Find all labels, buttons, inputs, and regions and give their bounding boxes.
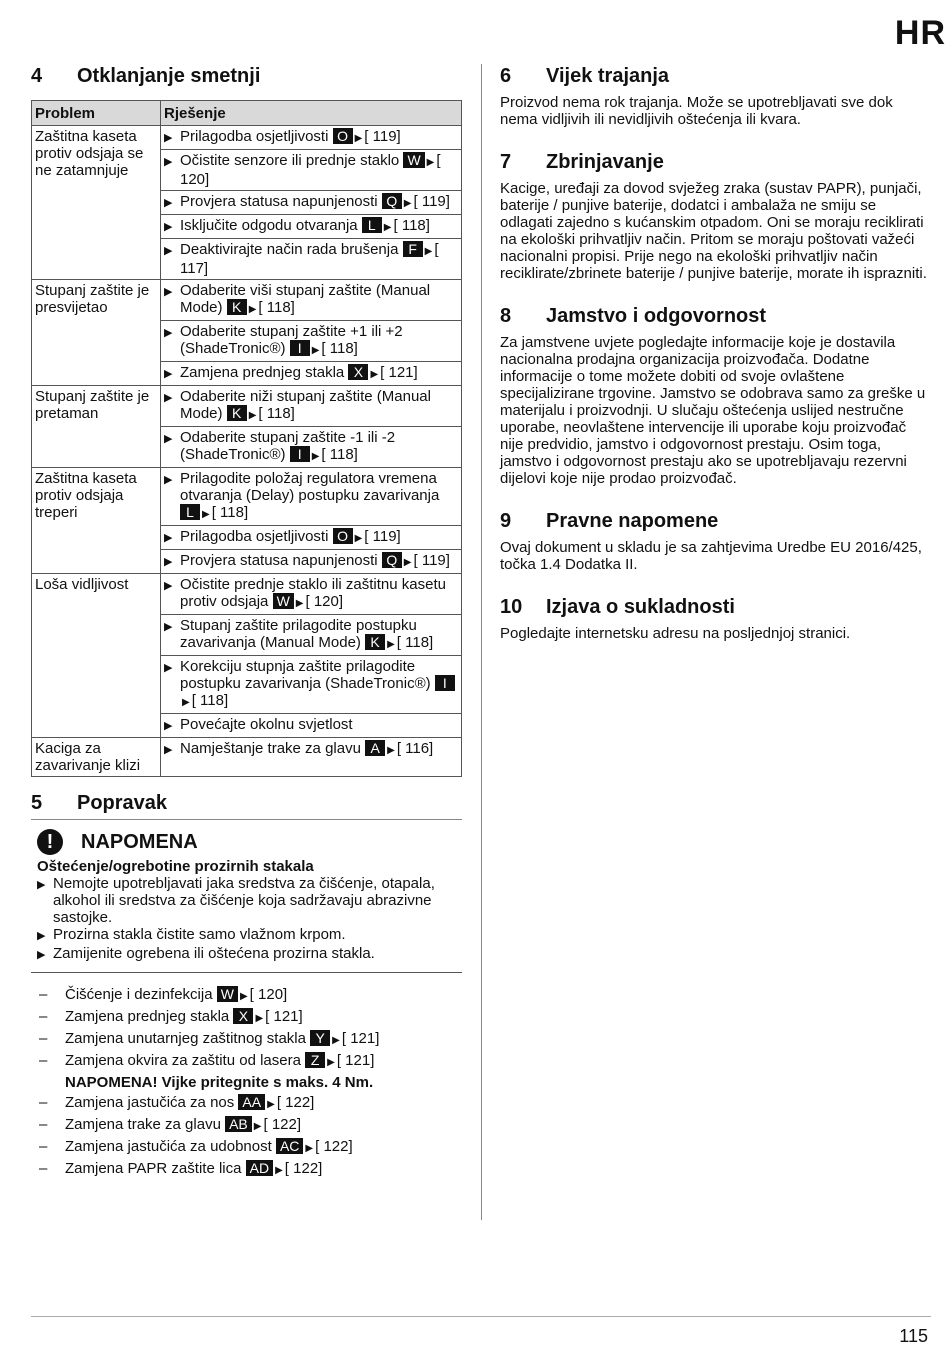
reference-tag: X	[348, 364, 368, 380]
section-body: Pogledajte internetsku adresu na posljednjoj stranici.	[500, 625, 851, 642]
section-number: 6	[500, 64, 512, 87]
repair-item	[31, 1007, 462, 1029]
arrow-right-icon: ▶	[275, 1165, 283, 1176]
reference-tag: I	[290, 446, 310, 462]
page-reference: [ 121]	[265, 1008, 303, 1025]
column-header-problem: Problem	[32, 101, 161, 126]
page-reference: [ 121]	[336, 1052, 375, 1069]
bullet-triangle-icon: ▶	[164, 744, 173, 756]
section-heading	[500, 300, 932, 332]
page-reference: [ 118]	[321, 446, 358, 463]
bullet-triangle-icon: ▶	[164, 368, 173, 380]
solution-cell	[161, 239, 462, 280]
arrow-right-icon: ▶	[387, 639, 395, 650]
solution-text: Odaberite stupanj zaštite -1 ili -2 (ShadeTronic®)	[180, 429, 396, 463]
section-5-heading	[31, 787, 462, 820]
repair-item	[31, 1093, 462, 1115]
solution-text: Prilagodba osjetljivosti	[180, 528, 329, 545]
page-reference: [ 121]	[380, 364, 418, 381]
section-heading	[500, 60, 932, 92]
solution-item	[164, 241, 458, 277]
solution-item	[164, 740, 458, 759]
solution-text-wrap	[180, 528, 401, 547]
page-reference: [ 117]	[180, 241, 439, 277]
reference-tag: L	[180, 504, 200, 520]
table-row	[32, 574, 462, 615]
table-row	[32, 738, 462, 777]
notice-bullet-text: Nemojte upotrebljavati jaka sredstva za čišćenje, otapala, alkohol ili sredstva za čišćenje koja sadržavaju abrazivne sastojke.	[53, 875, 435, 926]
arrow-right-icon: ▶	[403, 198, 412, 209]
solution-text: Povećajte okolnu svjetlost	[180, 716, 353, 733]
dash-marker: –	[39, 1030, 48, 1047]
solution-cell	[161, 215, 462, 239]
reference-tag: Y	[310, 1030, 330, 1046]
solution-item	[164, 193, 458, 212]
warning-icon: !	[37, 829, 63, 855]
solution-cell	[161, 191, 462, 215]
repair-item	[31, 1159, 462, 1181]
reference-tag: O	[333, 528, 353, 544]
problem-cell: Kaciga za zavarivanje klizi	[32, 738, 161, 777]
section-number: 8	[500, 304, 512, 327]
page-reference: [ 122]	[276, 1094, 315, 1111]
solution-text: Očistite prednje staklo ili zaštitnu kasetu protiv odsjaja	[180, 576, 446, 610]
bullet-triangle-icon: ▶	[164, 156, 173, 168]
solution-item	[164, 152, 458, 188]
solution-text-wrap	[180, 323, 458, 359]
repair-item-body	[65, 1115, 301, 1137]
arrow-right-icon: ▶	[426, 157, 435, 168]
page-reference: [ 118]	[393, 217, 430, 234]
reference-tag: L	[362, 217, 382, 233]
solution-text: Odaberite viši stupanj zaštite (Manual Mode)	[180, 282, 431, 316]
notice-bullet	[37, 926, 462, 945]
arrow-right-icon: ▶	[305, 1143, 314, 1154]
bullet-triangle-icon: ▶	[164, 532, 173, 544]
bullet-triangle-icon: ▶	[164, 197, 173, 209]
solution-cell	[161, 574, 462, 615]
solution-text-wrap	[180, 552, 450, 571]
section-body: Proizvod nema rok trajanja. Može se upotrebljavati sve dok nema vidljivih ili nevidljivih oštećenja ili kvara.	[500, 94, 893, 128]
section-title: Zbrinjavanje	[546, 150, 664, 173]
bullet-triangle-icon: ▶	[164, 621, 173, 633]
footer-divider	[31, 1316, 931, 1317]
solution-item	[164, 552, 458, 571]
reference-tag: Q	[382, 193, 402, 209]
repair-item-body	[65, 1159, 322, 1181]
solution-cell	[161, 126, 462, 150]
solution-cell	[161, 468, 462, 526]
section-7	[500, 146, 932, 282]
solution-item	[164, 128, 458, 147]
arrow-right-icon: ▶	[202, 509, 210, 520]
section-heading	[500, 505, 932, 537]
arrow-right-icon: ▶	[253, 1121, 262, 1132]
solution-text: Stupanj zaštite prilagodite postupku zavarivanja (Manual Mode)	[180, 617, 417, 651]
reference-tag: Q	[382, 552, 402, 568]
arrow-right-icon: ▶	[354, 533, 363, 544]
section-6	[500, 60, 932, 128]
page-reference: [ 122]	[315, 1138, 353, 1155]
solution-text-wrap	[180, 470, 458, 523]
problem-cell: Stupanj zaštite je presvijetao	[32, 280, 161, 386]
page-reference: [ 118]	[258, 299, 295, 316]
arrow-right-icon: ▶	[248, 410, 257, 421]
bullet-triangle-icon: ▶	[164, 286, 173, 298]
table-row	[32, 280, 462, 321]
reference-tag: AC	[276, 1138, 303, 1154]
arrow-right-icon: ▶	[403, 557, 412, 568]
reference-tag: Z	[305, 1052, 325, 1068]
arrow-right-icon: ▶	[354, 133, 363, 144]
section-title: Popravak	[77, 791, 168, 814]
solution-text: Namještanje trake za glavu	[180, 740, 361, 757]
repair-item-body	[65, 1137, 353, 1159]
repair-text: Čišćenje i dezinfekcija	[65, 986, 213, 1003]
solution-cell	[161, 526, 462, 550]
reference-tag: W	[273, 593, 294, 609]
solution-text: Odaberite niži stupanj zaštite (Manual Mode)	[180, 388, 431, 422]
solution-text-wrap	[180, 617, 458, 653]
language-code: HR	[894, 14, 946, 52]
repair-item-body	[65, 1029, 379, 1051]
solution-item	[164, 282, 458, 318]
bullet-triangle-icon: ▶	[164, 392, 173, 404]
solution-item	[164, 217, 458, 236]
arrow-right-icon: ▶	[370, 369, 379, 380]
repair-item	[31, 1029, 462, 1051]
reference-tag: W	[217, 986, 238, 1002]
page-reference: [ 118]	[321, 340, 358, 357]
arrow-right-icon: ▶	[248, 304, 257, 315]
solution-text: Prilagodite položaj regulatora vremena otvaranja (Delay) postupku zavarivanja	[180, 470, 440, 504]
solution-text: Isključite odgodu otvaranja	[180, 217, 358, 234]
notice-bullet	[37, 945, 462, 964]
dash-marker: –	[39, 1160, 48, 1177]
notice-divider	[31, 972, 462, 973]
solution-text-wrap	[180, 364, 418, 383]
arrow-right-icon: ▶	[383, 222, 392, 233]
solution-text: Provjera statusa napunjenosti	[180, 552, 378, 569]
reference-tag: F	[403, 241, 423, 257]
section-title: Jamstvo i odgovornost	[546, 304, 767, 327]
section-body: Za jamstvene uvjete pogledajte informacije koje je dostavila nacionalna prodajna organizacija proizvođača. Dodatne informacije o tome možete dobiti od svoje ovlaštene specijalizirane trgovine. Jamstvo se odobrava samo za greške u materijalu i proizvodnji. U slučaju oštećenja uslijed nestručne uporabe, neovlaštene intervencije ili uporabe koju proizvođač nije predvidio, jamstvo i odgovornost prestaju. Osim toga, jamstvo i odgovornost prestaju ako se upotrebljavaju rezervni dijelovi koje nije prodao proizvođač.	[500, 334, 926, 487]
repair-item	[31, 1051, 462, 1093]
solution-item	[164, 364, 458, 383]
solution-item	[164, 617, 458, 653]
notice-bullet-text: Prozirna stakla čistite samo vlažnom krpom.	[53, 926, 346, 943]
dash-marker: –	[39, 1094, 48, 1111]
repair-item	[31, 1137, 462, 1159]
repair-text: Zamjena prednjeg stakla	[65, 1008, 230, 1025]
left-column	[31, 60, 462, 1181]
page-reference: [ 119]	[364, 528, 401, 545]
solution-cell	[161, 714, 462, 738]
repair-item-body	[65, 1051, 374, 1093]
solution-text: Prilagodba osjetljivosti	[180, 128, 329, 145]
right-column	[500, 60, 932, 660]
column-header-solution: Rješenje	[161, 101, 462, 126]
section-heading	[500, 591, 932, 623]
notice-header	[37, 828, 462, 856]
arrow-right-icon: ▶	[311, 345, 320, 356]
bullet-triangle-icon: ▶	[164, 221, 173, 233]
bullet-triangle-icon: ▶	[37, 930, 46, 942]
bullet-triangle-icon: ▶	[164, 720, 173, 732]
page-reference: [ 120]	[180, 152, 441, 188]
problem-cell: Zaštitna kaseta protiv odsjaja treperi	[32, 468, 161, 574]
section-title: Izjava o sukladnosti	[546, 595, 735, 618]
page-reference: [ 121]	[341, 1030, 380, 1047]
solution-text-wrap	[180, 217, 430, 236]
repair-text: Zamjena okvira za zaštitu od lasera	[65, 1052, 301, 1069]
repair-item	[31, 1115, 462, 1137]
section-body: Kacige, uređaji za dovod svježeg zraka (sustav PAPR), punjači, baterije / punjive baterije, dodatci i ambalaža ne smiju se odlagati zajedno s kućanskim otpadom. Oni se moraju reciklirati na ekološki prihvatljiv način. Pritom se moraju poštovati važeći nacionalni propisi. Prije nego na ekološki prihvatljiv način reciklirate/zbrinete baterije / punjive baterije, morate ih isprazniti.	[500, 180, 927, 282]
reference-tag: AB	[225, 1116, 252, 1132]
bullet-triangle-icon: ▶	[164, 132, 173, 144]
solution-cell	[161, 656, 462, 714]
arrow-right-icon: ▶	[311, 451, 320, 462]
section-8	[500, 300, 932, 487]
solution-item	[164, 658, 458, 711]
notice-box	[31, 828, 462, 964]
section-title: Vijek trajanja	[546, 64, 670, 87]
page-reference: [ 122]	[263, 1116, 302, 1133]
bullet-triangle-icon: ▶	[164, 556, 173, 568]
bullet-triangle-icon: ▶	[164, 580, 173, 592]
solution-text: Odaberite stupanj zaštite +1 ili +2 (ShadeTronic®)	[180, 323, 403, 357]
notice-bullet	[37, 875, 462, 926]
section-heading	[500, 146, 932, 178]
solution-cell	[161, 362, 462, 386]
reference-tag: AA	[238, 1094, 265, 1110]
repair-item-body	[65, 985, 287, 1007]
section-10	[500, 591, 932, 642]
repair-text: Zamjena trake za glavu	[65, 1116, 221, 1133]
repair-note: NAPOMENA! Vijke pritegnite s maks. 4 Nm.	[65, 1074, 374, 1091]
table-row	[32, 126, 462, 150]
dash-marker: –	[39, 1116, 48, 1133]
solution-text-wrap	[180, 429, 458, 465]
repair-text: Zamjena jastučića za udobnost	[65, 1138, 272, 1155]
solution-item	[164, 323, 458, 359]
problem-cell: Zaštitna kaseta protiv odsjaja se ne zatamnjuje	[32, 126, 161, 280]
troubleshooting-table	[31, 100, 462, 777]
section-number: 9	[500, 509, 512, 532]
solution-item	[164, 716, 458, 735]
table-row	[32, 468, 462, 526]
solution-text-wrap	[180, 388, 458, 424]
page-reference: [ 118]	[211, 504, 249, 521]
bullet-triangle-icon: ▶	[164, 433, 173, 445]
dash-marker: –	[39, 986, 48, 1003]
page-reference: [ 119]	[364, 128, 401, 145]
solution-item	[164, 528, 458, 547]
arrow-right-icon: ▶	[295, 598, 304, 609]
solution-text-wrap	[180, 282, 458, 318]
solution-cell	[161, 150, 462, 191]
page-reference: [ 122]	[284, 1160, 323, 1177]
reference-tag: K	[227, 299, 247, 315]
section-number: 5	[31, 791, 43, 814]
solution-cell	[161, 386, 462, 427]
reference-tag: X	[233, 1008, 253, 1024]
reference-tag: I	[290, 340, 310, 356]
solution-text-wrap	[180, 241, 458, 277]
solution-text: Deaktivirajte način rada brušenja	[180, 241, 399, 258]
solution-text-wrap	[180, 193, 450, 212]
dash-marker: –	[39, 1052, 48, 1069]
arrow-right-icon: ▶	[255, 1013, 264, 1024]
bullet-triangle-icon: ▶	[37, 879, 46, 891]
arrow-right-icon: ▶	[332, 1035, 340, 1046]
repair-list	[31, 985, 462, 1181]
table-row	[32, 386, 462, 427]
page-reference: [ 120]	[305, 593, 344, 610]
column-divider	[481, 64, 482, 1220]
reference-tag: K	[227, 405, 247, 421]
solution-text: Korekciju stupnja zaštite prilagodite postupku zavarivanja (ShadeTronic®)	[180, 658, 431, 692]
solution-text-wrap	[180, 740, 433, 759]
reference-tag: W	[403, 152, 424, 168]
arrow-right-icon: ▶	[327, 1057, 335, 1068]
reference-tag: AD	[246, 1160, 273, 1176]
page-reference: [ 118]	[191, 692, 229, 709]
notice-bullet-text: Zamijenite ogrebena ili oštećena prozirna stakla.	[53, 945, 375, 962]
bullet-triangle-icon: ▶	[37, 949, 46, 961]
table-header-row	[32, 101, 462, 126]
notice-subtitle: Oštećenje/ogrebotine prozirnih stakala	[37, 858, 314, 875]
page-reference: [ 120]	[249, 986, 288, 1003]
dash-marker: –	[39, 1008, 48, 1025]
bullet-triangle-icon: ▶	[164, 327, 173, 339]
solution-text: Očistite senzore ili prednje staklo	[180, 152, 400, 169]
arrow-right-icon: ▶	[424, 246, 433, 257]
solution-text-wrap	[180, 152, 458, 188]
reference-tag: K	[365, 634, 385, 650]
solution-cell	[161, 427, 462, 468]
solution-cell	[161, 321, 462, 362]
section-number: 10	[500, 595, 523, 618]
section-number: 7	[500, 150, 512, 173]
page-number: 115	[899, 1326, 928, 1346]
reference-tag: O	[333, 128, 353, 144]
page-reference: [ 118]	[258, 405, 295, 422]
problem-cell: Loša vidljivost	[32, 574, 161, 738]
solution-text-wrap	[180, 128, 401, 147]
solution-cell	[161, 615, 462, 656]
solution-text: Provjera statusa napunjenosti	[180, 193, 378, 210]
bullet-triangle-icon: ▶	[164, 662, 173, 674]
reference-tag: I	[435, 675, 455, 691]
problem-cell: Stupanj zaštite je pretaman	[32, 386, 161, 468]
solution-cell	[161, 280, 462, 321]
arrow-right-icon: ▶	[239, 991, 248, 1002]
repair-item	[31, 985, 462, 1007]
arrow-right-icon: ▶	[387, 745, 395, 756]
bullet-triangle-icon: ▶	[164, 474, 173, 486]
section-4-heading	[31, 60, 462, 92]
solution-text-wrap	[180, 576, 458, 612]
section-9	[500, 505, 932, 573]
section-title: Pravne napomene	[546, 509, 719, 532]
repair-item-body	[65, 1093, 314, 1115]
repair-text: Zamjena PAPR zaštite lica	[65, 1160, 242, 1177]
arrow-right-icon: ▶	[267, 1099, 275, 1110]
bullet-triangle-icon: ▶	[164, 245, 173, 257]
section-title: Otklanjanje smetnji	[77, 64, 261, 87]
repair-text: Zamjena jastučića za nos	[65, 1094, 235, 1111]
section-number: 4	[31, 64, 43, 87]
page-reference: [ 118]	[396, 634, 434, 651]
notice-title: NAPOMENA	[81, 830, 198, 853]
arrow-right-icon: ▶	[182, 697, 190, 708]
solution-text: Zamjena prednjeg stakla	[180, 364, 345, 381]
page-reference: [ 119]	[413, 552, 450, 569]
dash-marker: –	[39, 1138, 48, 1155]
solution-text-wrap	[180, 658, 458, 711]
notice-bullet-list	[37, 875, 462, 964]
repair-item-body	[65, 1007, 303, 1029]
solution-cell	[161, 738, 462, 777]
solution-item	[164, 388, 458, 424]
page-reference: [ 119]	[413, 193, 450, 210]
solution-item	[164, 429, 458, 465]
repair-text: Zamjena unutarnjeg zaštitnog stakla	[65, 1030, 306, 1047]
solution-item	[164, 470, 458, 523]
page-reference: [ 116]	[396, 740, 434, 757]
solution-cell	[161, 550, 462, 574]
reference-tag: A	[365, 740, 385, 756]
solution-text-wrap	[180, 716, 353, 735]
solution-item	[164, 576, 458, 612]
section-body: Ovaj dokument u skladu je sa zahtjevima Uredbe EU 2016/425, točka 1.4 Dodatka II.	[500, 539, 922, 573]
